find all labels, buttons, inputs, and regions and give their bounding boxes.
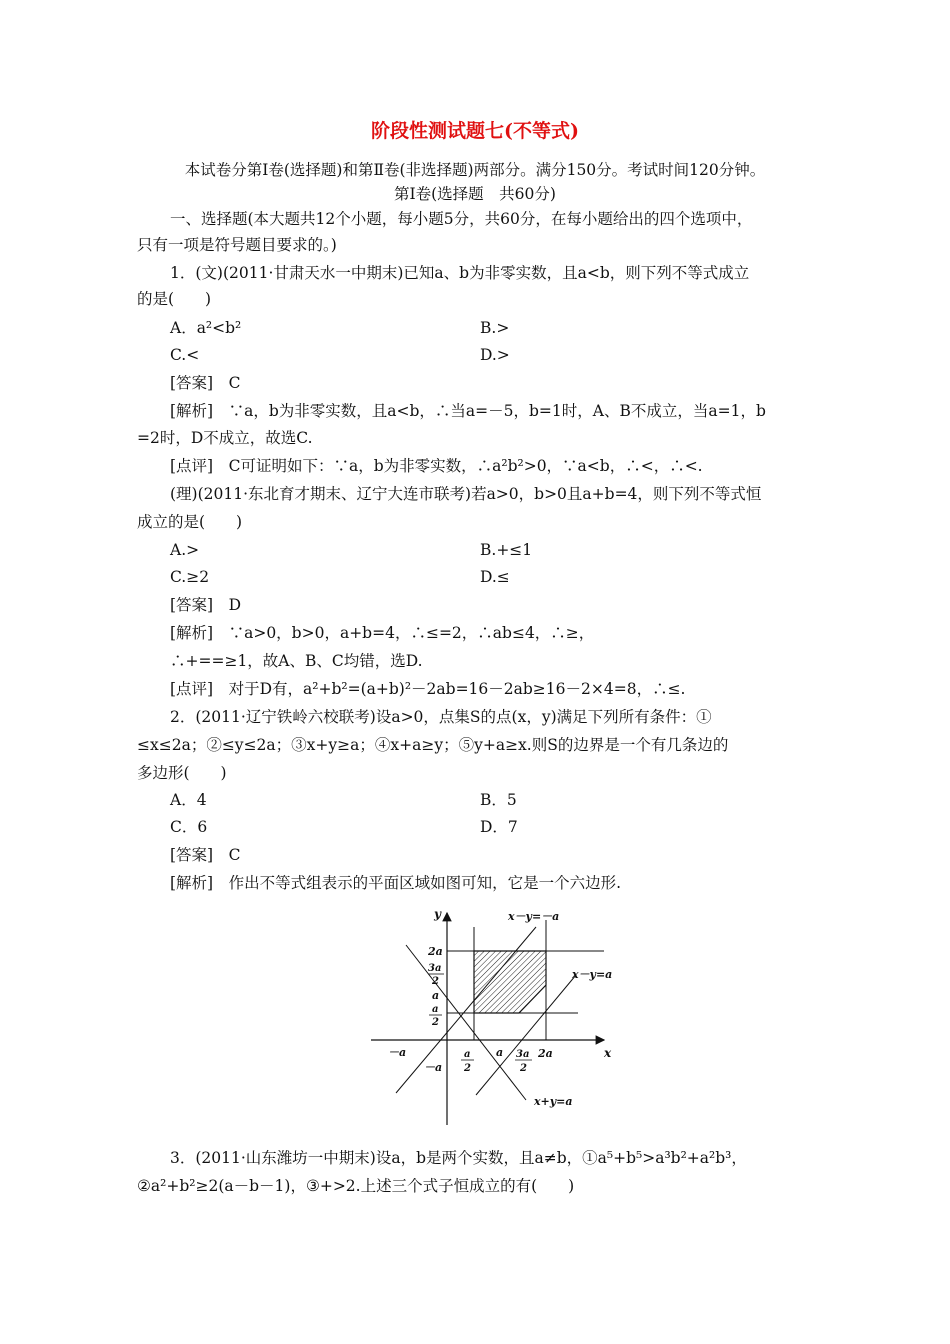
q1li-analysis-line2: ∴+==≥1，故A、B、C均错，选D. (170, 652, 423, 670)
q1li-analysis-line1: [解析] ∵a>0，b>0，a+b=4，∴≤=2，∴ab≤4，∴≥， (170, 624, 595, 642)
q1-stem-line1: 1．(文)(2011·甘肃天水一中期末)已知a、b为非零实数，且a<b，则下列不等式成立 (170, 264, 750, 282)
x-tick-half-a: a (464, 1049, 471, 1060)
svg-text:2: 2 (520, 1063, 527, 1074)
q2-answer: [答案] C (170, 846, 241, 864)
q2-stem-line2: ≤x≤2a；②≤y≤2a；③x+y≥a；④x+a≥y；⑤y+a≥x.则S的边界是一个有几条边的 (137, 736, 729, 754)
q3-stem-line2: ②a²+b²≥2(a－b－1)，③+>2.上述三个式子恒成立的有( ) (137, 1177, 575, 1195)
y-axis-label: y (434, 907, 441, 921)
q1-stem-line2: 的是( ) (137, 290, 212, 308)
label-x-minus-y-neg-a: x－y=－a (508, 910, 560, 923)
x-tick-a: a (496, 1046, 504, 1059)
q1-comment: [点评] C可证明如下：∵a，b为非零实数，∴a²b²>0，∵a<b，∴<，∴<. (170, 457, 703, 475)
q2-option-d: D．7 (480, 818, 518, 836)
q2-stem-line3: 多边形( ) (137, 764, 227, 782)
part-one-line1: 一、选择题(本大题共12个小题，每小题5分，共60分，在每小题给出的四个选项中， (170, 210, 753, 228)
q1li-option-d: D.≤ (480, 568, 510, 586)
part-one-line2: 只有一项是符号题目要求的。) (137, 236, 337, 254)
y-tick-half-a: a (432, 1004, 439, 1015)
y-tick-2a: 2a (428, 945, 443, 958)
q1-analysis-line1: [解析] ∵a，b为非零实数，且a<b，∴当a=－5，b=1时，A、B不成立，当a=1，b (170, 402, 766, 420)
section-header: 第Ⅰ卷(选择题 共60分) (394, 185, 556, 203)
q1-option-b: B.> (480, 319, 510, 337)
q1li-option-c: C.≥2 (170, 568, 210, 586)
x-tick-2a: 2a (538, 1047, 553, 1060)
y-tick-a: a (432, 989, 440, 1002)
q2-analysis: [解析] 作出不等式组表示的平面区域如图可知，它是一个六边形. (170, 874, 622, 892)
svg-text:2: 2 (432, 1017, 439, 1028)
q1-option-a: A．a²<b² (170, 319, 242, 337)
label-x-minus-y-a: x－y=a (572, 968, 613, 981)
svg-text:2: 2 (432, 976, 439, 987)
q1li-stem-line2: 成立的是( ) (137, 513, 243, 531)
y-tick-3a: 3a (428, 963, 442, 974)
region-figure (366, 905, 616, 1130)
q1li-option-a: A.> (170, 541, 200, 559)
q1-answer: [答案] C (170, 374, 241, 392)
q1-analysis-line2: =2时，D不成立，故选C. (137, 429, 313, 447)
q1-option-c: C.< (170, 346, 200, 364)
x-tick-3a: 3a (516, 1049, 530, 1060)
y-tick-neg-a: －a (424, 1061, 443, 1074)
svg-text:2: 2 (464, 1063, 471, 1074)
q1li-option-b: B.+≤1 (480, 541, 533, 559)
q1li-comment: [点评] 对于D有，a²+b²=(a+b)²－2ab=16－2ab≥16－2×4=8，∴≤. (170, 680, 686, 698)
q2-option-b: B．5 (480, 791, 517, 809)
q2-option-a: A．4 (170, 791, 207, 809)
q1li-answer: [答案] D (170, 596, 242, 614)
x-axis-label: x (604, 1046, 612, 1060)
label-x-plus-y-a: x+y=a (534, 1095, 573, 1108)
intro-text: 本试卷分第Ⅰ卷(选择题)和第Ⅱ卷(非选择题)两部分。满分150分。考试时间120分钟。 (184, 161, 766, 179)
q1-option-d: D.> (480, 346, 510, 364)
hexagon-region (474, 951, 546, 1013)
x-tick-neg-a: －a (388, 1046, 407, 1059)
q1li-stem-line1: (理)(2011·东北育才期末、辽宁大连市联考)若a>0，b>0且a+b=4，则下列不等式恒 (170, 485, 762, 503)
page-title: 阶段性测试题七(不等式) (371, 120, 579, 142)
q2-stem-line1: 2．(2011·辽宁铁岭六校联考)设a>0，点集S的点(x，y)满足下列所有条件：① (170, 708, 712, 726)
q2-option-c: C．6 (170, 818, 208, 836)
q3-stem-line1: 3．(2011·山东潍坊一中期末)设a，b是两个实数，且a≠b，①a⁵+b⁵>a³b²+a²b³， (170, 1149, 747, 1167)
